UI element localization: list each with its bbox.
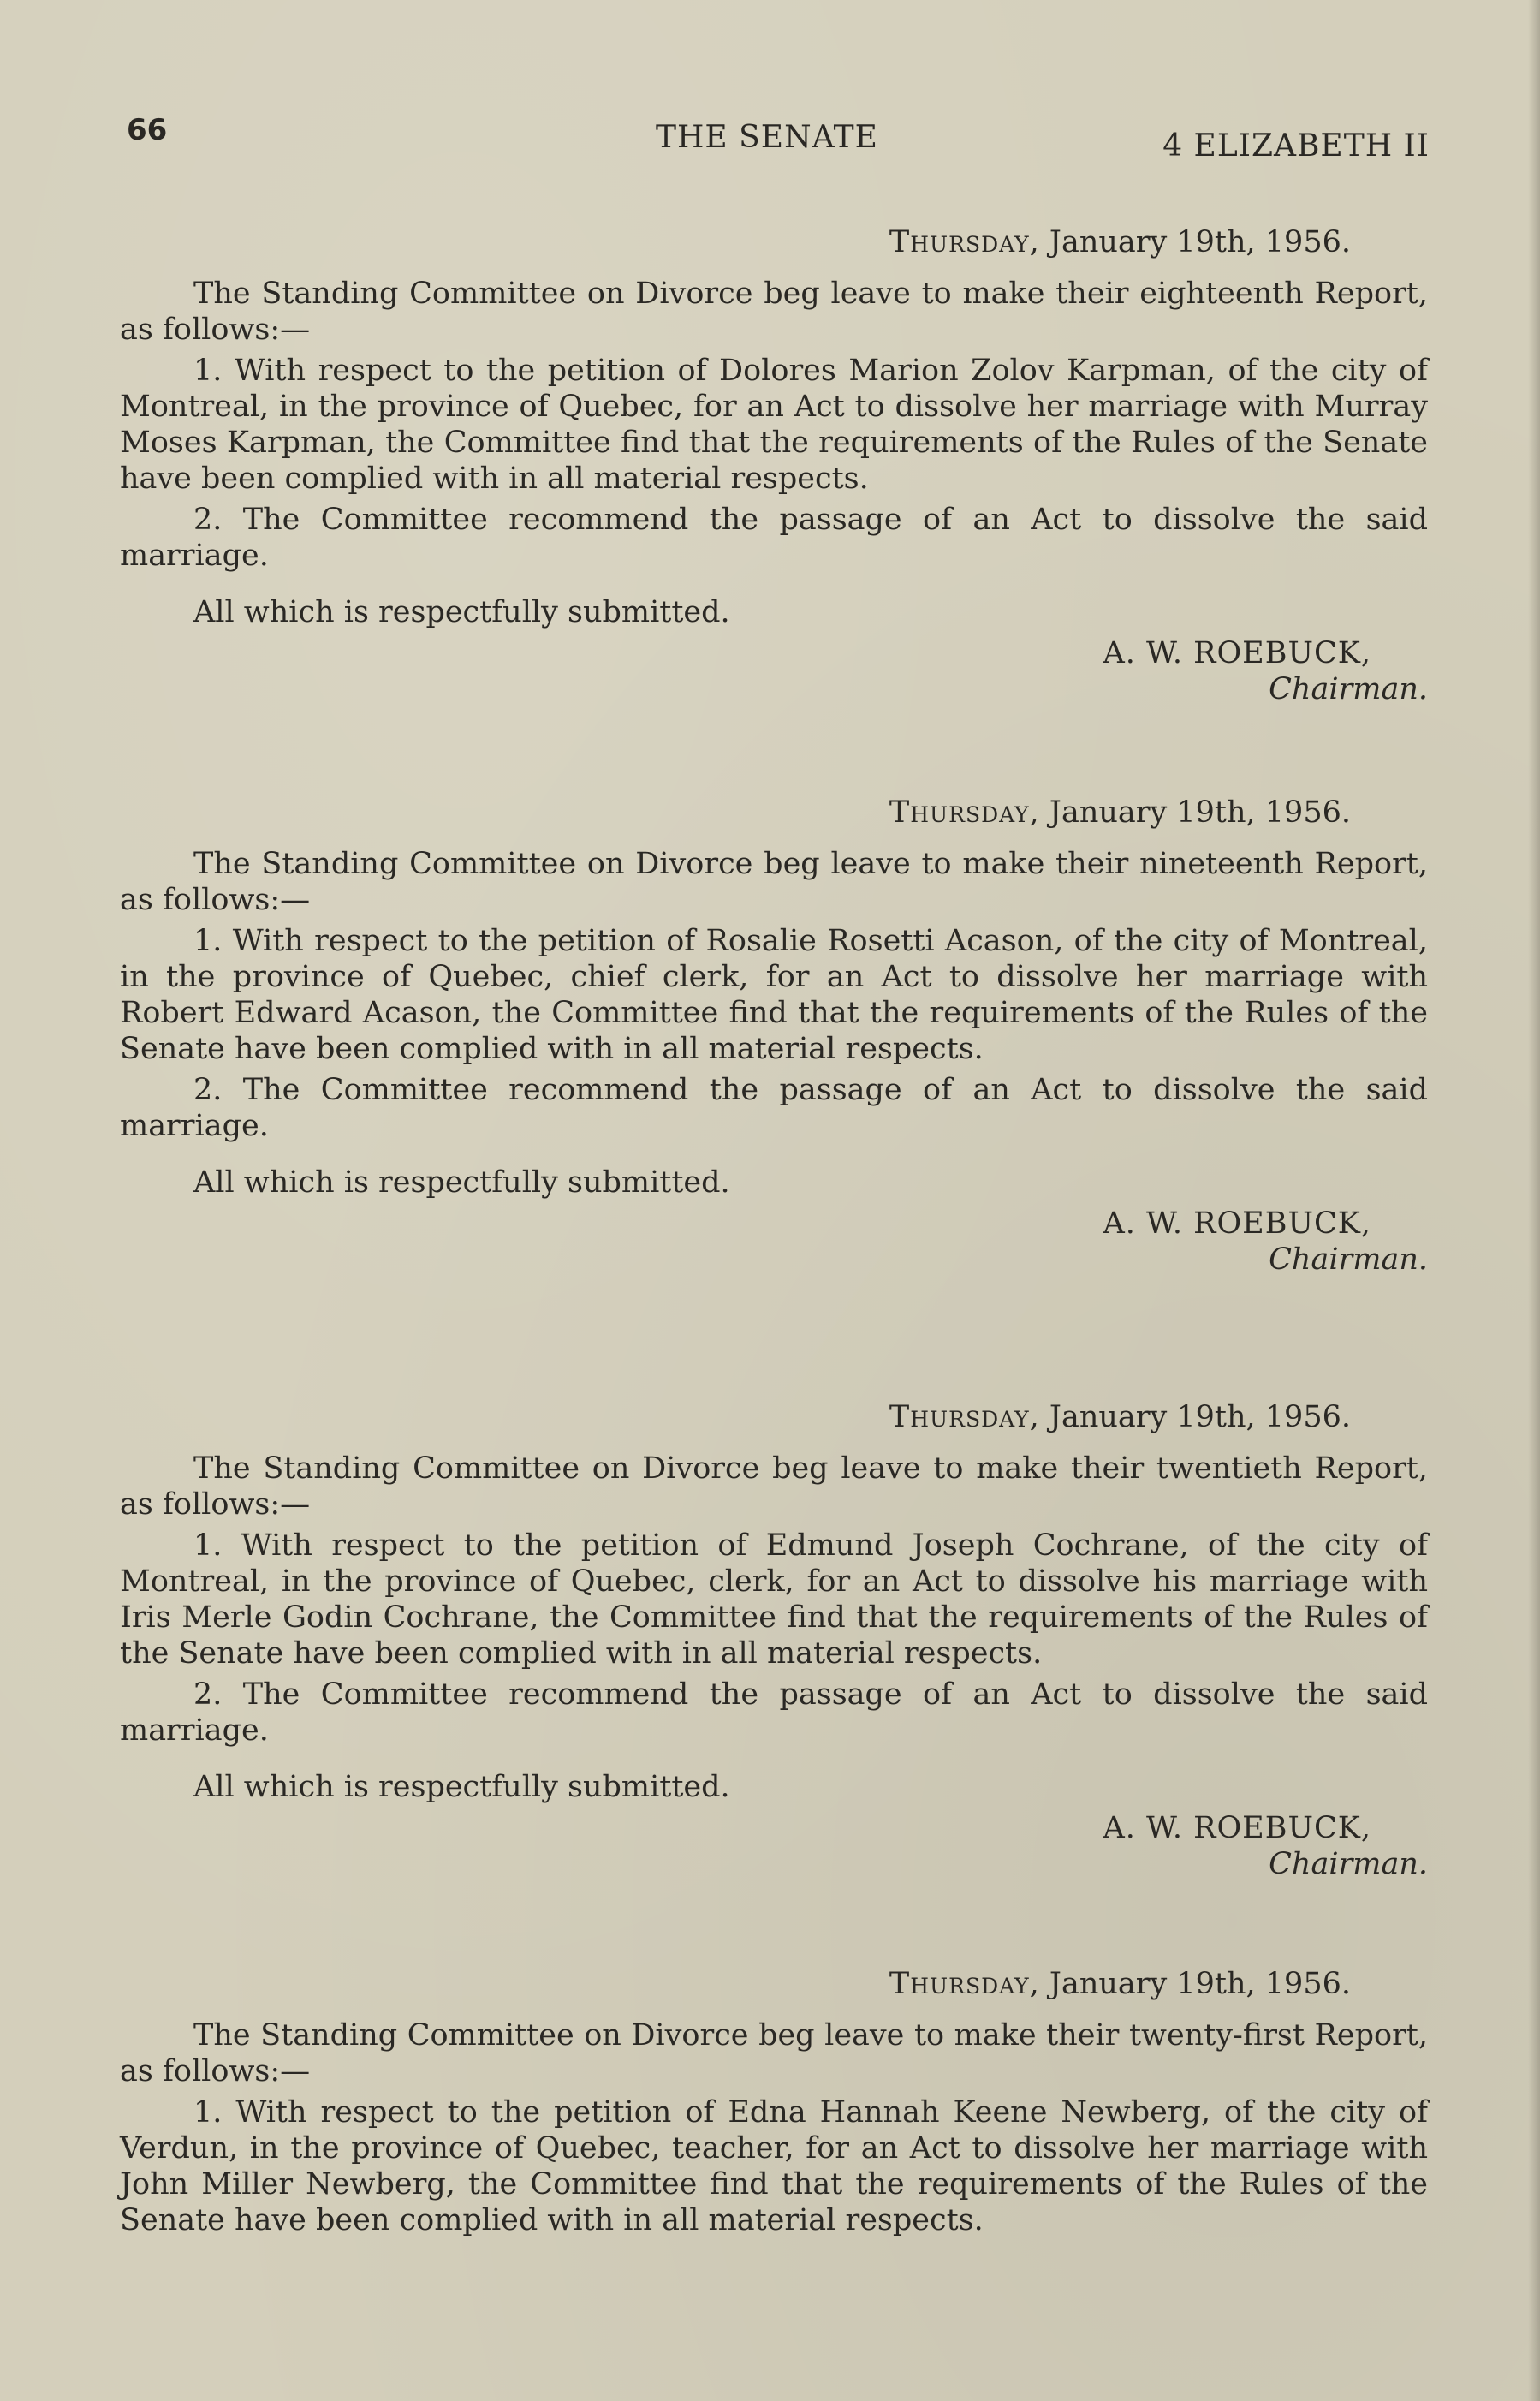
report-date: Thursday, January 19th, 1956. <box>889 225 1351 259</box>
report-item-2: 2. The Committee recommend the passage of an Act to dissolve the said marriage. <box>120 1073 1428 1143</box>
report-closing: All which is respectfully submitted. <box>193 595 730 629</box>
signer-name: A. W. ROEBUCK, <box>1103 1206 1371 1241</box>
report-closing: All which is respectfully submitted. <box>193 1770 730 1804</box>
report-date: Thursday, January 19th, 1956. <box>889 1400 1351 1434</box>
regnal-year: 4 ELIZABETH II <box>1162 128 1430 164</box>
page-number: 66 <box>127 113 168 147</box>
report-date: Thursday, January 19th, 1956. <box>889 795 1351 830</box>
running-head: THE SENATE <box>656 120 878 155</box>
report-intro: The Standing Committee on Divorce beg leave to make their eighteenth Report, as follows:— <box>120 277 1428 347</box>
report-item-2: 2. The Committee recommend the passage of an Act to dissolve the said marriage. <box>120 503 1428 573</box>
signer-title: Chairman. <box>1269 672 1428 706</box>
report-item-1: 1. With respect to the petition of Edmund Joseph Cochrane, of the city of Montreal, in the province of Quebec, clerk, for an Act to dissolve his marriage with Iris Merle Godin Cochrane, the Committee find that the requirements of the Rules of the Senate have been complied with in all material respects. <box>120 1528 1428 1671</box>
committee-report <box>120 1966 1428 2243</box>
committee-report <box>120 795 1428 1278</box>
committee-report <box>120 224 1428 707</box>
report-item-1: 1. With respect to the petition of Dolores Marion Zolov Karpman, of the city of Montreal, in the province of Quebec, for an Act to dissolve her marriage with Murray Moses Karpman, the Committee find that the requirements of the Rules of the Senate have been complied with in all material respects. <box>120 354 1428 496</box>
page-header <box>127 113 1430 164</box>
report-intro: The Standing Committee on Divorce beg leave to make their twenty-first Report, as follows:— <box>120 2018 1428 2088</box>
report-date: Thursday, January 19th, 1956. <box>889 1967 1351 2001</box>
report-intro: The Standing Committee on Divorce beg leave to make their twentieth Report, as follows:— <box>120 1451 1428 1522</box>
signer-title: Chairman. <box>1269 1242 1428 1277</box>
signer-name: A. W. ROEBUCK, <box>1103 636 1371 670</box>
signer-name: A. W. ROEBUCK, <box>1103 1811 1371 1845</box>
report-intro: The Standing Committee on Divorce beg leave to make their nineteenth Report, as follows:— <box>120 847 1428 917</box>
report-item-2: 2. The Committee recommend the passage of an Act to dissolve the said marriage. <box>120 1677 1428 1748</box>
signer-title: Chairman. <box>1269 1847 1428 1881</box>
committee-report <box>120 1399 1428 1882</box>
report-closing: All which is respectfully submitted. <box>193 1165 730 1200</box>
report-item-1: 1. With respect to the petition of Edna Hannah Keene Newberg, of the city of Verdun, in the province of Quebec, teacher, for an Act to dissolve her marriage with John Miller Newberg, the Committee find that the requirements of the Rules of the Senate have been complied with in all material respects. <box>120 2095 1428 2237</box>
report-item-1: 1. With respect to the petition of Rosalie Rosetti Acason, of the city of Montreal, in the province of Quebec, chief clerk, for an Act to dissolve her marriage with Robert Edward Acason, the Committee find that the requirements of the Rules of the Senate have been complied with in all material respects. <box>120 924 1428 1066</box>
